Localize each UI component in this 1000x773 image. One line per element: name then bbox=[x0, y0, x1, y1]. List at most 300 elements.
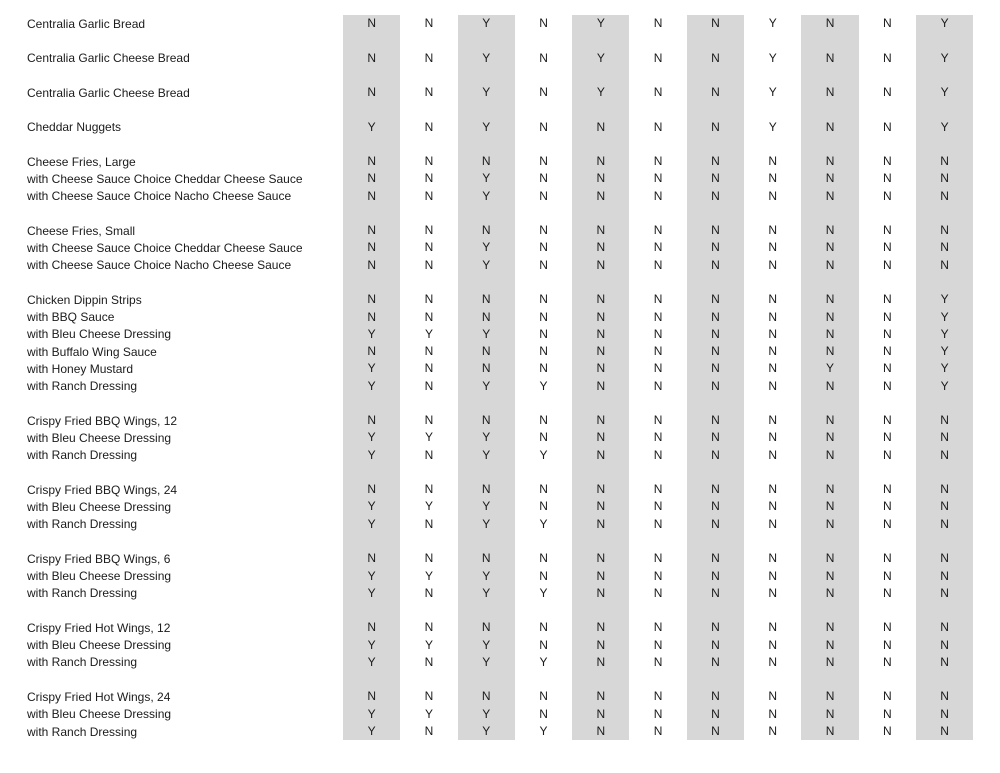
value-cell bbox=[400, 464, 457, 481]
value-cell-shaded: N bbox=[687, 360, 744, 377]
value-cell: N bbox=[653, 119, 663, 134]
table-row bbox=[0, 15, 1000, 32]
value-cell-shaded bbox=[916, 464, 973, 481]
spacer-row bbox=[0, 395, 1000, 412]
value-cell-shaded bbox=[343, 101, 400, 118]
value-cell: N bbox=[653, 361, 663, 376]
value-cell-shaded: N bbox=[343, 291, 400, 308]
item-label: with Cheese Sauce Choice Nacho Cheese Sauce bbox=[27, 258, 292, 273]
value-cell-shaded: N bbox=[343, 239, 400, 256]
value-cell-shaded bbox=[916, 101, 973, 118]
value-cell-shaded: N bbox=[572, 568, 629, 585]
value-cell-shaded bbox=[458, 464, 515, 481]
value-cell: N bbox=[653, 447, 663, 462]
spacer-row bbox=[0, 136, 1000, 153]
value-cell bbox=[629, 205, 686, 222]
value-cell: N bbox=[539, 706, 548, 721]
value-cell-shaded: Y bbox=[916, 119, 973, 136]
item-label: Crispy Fried BBQ Wings, 6 bbox=[27, 551, 171, 566]
table-row bbox=[0, 654, 1000, 671]
value-cell-shaded bbox=[916, 533, 973, 550]
value-cell-shaded: N bbox=[458, 291, 515, 308]
value-cell: N bbox=[882, 154, 892, 169]
value-cell-shaded: N bbox=[801, 309, 858, 326]
value-cell-shaded: N bbox=[572, 429, 629, 446]
value-cell: N bbox=[424, 240, 434, 255]
value-cell-shaded: Y bbox=[458, 585, 515, 602]
value-cell-shaded: N bbox=[458, 619, 515, 636]
value-cell: N bbox=[882, 16, 892, 30]
value-cell-shaded: N bbox=[801, 706, 858, 723]
value-cell bbox=[859, 205, 916, 222]
value-cell: N bbox=[882, 706, 892, 721]
value-cell-shaded: N bbox=[801, 153, 858, 170]
value-cell-shaded: N bbox=[801, 429, 858, 446]
value-cell: N bbox=[768, 292, 778, 307]
value-cell-shaded: N bbox=[572, 516, 629, 533]
value-cell bbox=[859, 67, 916, 84]
value-cell: N bbox=[882, 723, 892, 738]
table-row bbox=[0, 550, 1000, 567]
table-row bbox=[0, 516, 1000, 533]
item-label: with Bleu Cheese Dressing bbox=[27, 707, 172, 722]
value-cell-shaded: N bbox=[572, 706, 629, 723]
value-cell: N bbox=[539, 637, 548, 652]
value-cell-shaded: Y bbox=[458, 15, 515, 32]
value-cell-shaded bbox=[343, 671, 400, 688]
value-cell-shaded bbox=[916, 395, 973, 412]
value-cell: N bbox=[882, 482, 892, 497]
value-cell-shaded bbox=[343, 602, 400, 619]
value-cell bbox=[400, 136, 457, 153]
value-cell bbox=[629, 136, 686, 153]
value-cell-shaded bbox=[801, 395, 858, 412]
value-cell-shaded: N bbox=[343, 153, 400, 170]
value-cell-shaded: N bbox=[343, 481, 400, 498]
value-cell-shaded bbox=[687, 32, 744, 49]
value-cell: N bbox=[653, 16, 663, 30]
value-cell-shaded bbox=[458, 136, 515, 153]
value-cell-shaded: N bbox=[916, 619, 973, 636]
value-cell: Y bbox=[768, 119, 777, 134]
value-cell bbox=[629, 274, 686, 291]
value-cell-shaded bbox=[687, 101, 744, 118]
value-cell-shaded: N bbox=[572, 619, 629, 636]
value-cell bbox=[744, 395, 801, 412]
item-label: with Cheese Sauce Choice Cheddar Cheese Sauce bbox=[27, 241, 303, 256]
value-cell: N bbox=[424, 16, 434, 30]
value-cell-shaded: Y bbox=[916, 360, 973, 377]
value-cell-shaded: N bbox=[458, 360, 515, 377]
value-cell-shaded: N bbox=[801, 568, 858, 585]
table-row bbox=[0, 326, 1000, 343]
value-cell-shaded: N bbox=[687, 15, 744, 32]
value-cell-shaded bbox=[458, 395, 515, 412]
table-row bbox=[0, 568, 1000, 585]
value-cell bbox=[400, 395, 457, 412]
value-cell-shaded bbox=[687, 395, 744, 412]
value-cell-shaded bbox=[343, 205, 400, 222]
value-cell: N bbox=[424, 361, 434, 376]
value-cell: N bbox=[768, 223, 778, 238]
value-cell: N bbox=[424, 257, 434, 272]
value-cell bbox=[400, 671, 457, 688]
value-cell bbox=[744, 67, 801, 84]
value-cell: N bbox=[768, 240, 778, 255]
value-cell-shaded bbox=[343, 395, 400, 412]
value-cell-shaded: Y bbox=[343, 723, 400, 740]
value-cell bbox=[515, 671, 572, 688]
value-cell: N bbox=[539, 188, 548, 203]
value-cell: N bbox=[882, 292, 892, 307]
value-cell-shaded: N bbox=[916, 170, 973, 187]
value-cell: N bbox=[768, 568, 778, 583]
value-cell-shaded: N bbox=[572, 688, 629, 705]
value-cell-shaded: N bbox=[572, 239, 629, 256]
value-cell-shaded: N bbox=[458, 412, 515, 429]
value-cell-shaded bbox=[687, 67, 744, 84]
value-cell bbox=[515, 274, 572, 291]
value-cell-shaded: N bbox=[916, 550, 973, 567]
value-cell-shaded: N bbox=[687, 568, 744, 585]
item-label: with Bleu Cheese Dressing bbox=[27, 638, 172, 653]
table-row bbox=[0, 343, 1000, 360]
value-cell bbox=[515, 533, 572, 550]
table-row bbox=[0, 222, 1000, 239]
value-cell-shaded bbox=[458, 533, 515, 550]
value-cell-shaded: Y bbox=[572, 50, 629, 67]
value-cell-shaded: Y bbox=[572, 84, 629, 101]
value-cell-shaded: N bbox=[801, 222, 858, 239]
value-cell: N bbox=[539, 223, 548, 238]
value-cell: N bbox=[424, 551, 434, 566]
value-cell bbox=[400, 205, 457, 222]
value-cell: N bbox=[653, 568, 663, 583]
value-cell-shaded: Y bbox=[458, 447, 515, 464]
item-label: with Honey Mustard bbox=[27, 361, 134, 376]
item-label: with Cheese Sauce Choice Nacho Cheese Sauce bbox=[27, 189, 292, 204]
value-cell: N bbox=[882, 620, 892, 635]
value-cell-shaded: N bbox=[916, 447, 973, 464]
value-cell-shaded bbox=[572, 274, 629, 291]
value-cell-shaded bbox=[343, 464, 400, 481]
value-cell: N bbox=[768, 689, 778, 704]
value-cell: N bbox=[653, 50, 663, 65]
value-cell-shaded: N bbox=[572, 153, 629, 170]
value-cell-shaded: N bbox=[801, 326, 858, 343]
value-cell: N bbox=[653, 430, 663, 445]
value-cell: N bbox=[539, 430, 548, 445]
value-cell-shaded: N bbox=[572, 550, 629, 567]
value-cell-shaded: Y bbox=[458, 498, 515, 515]
value-cell-shaded: N bbox=[572, 309, 629, 326]
value-cell-shaded: N bbox=[687, 84, 744, 101]
value-cell-shaded: Y bbox=[343, 378, 400, 395]
value-cell-shaded: N bbox=[801, 50, 858, 67]
spacer-row bbox=[0, 464, 1000, 481]
value-cell-shaded: N bbox=[572, 585, 629, 602]
value-cell: N bbox=[653, 171, 663, 186]
value-cell bbox=[744, 533, 801, 550]
value-cell-shaded: Y bbox=[916, 15, 973, 32]
value-cell: N bbox=[653, 723, 663, 738]
value-cell-shaded: Y bbox=[458, 119, 515, 136]
value-cell bbox=[629, 533, 686, 550]
value-cell-shaded bbox=[687, 274, 744, 291]
value-cell: N bbox=[539, 361, 548, 376]
value-cell: N bbox=[653, 706, 663, 721]
value-cell-shaded: Y bbox=[343, 516, 400, 533]
table-row bbox=[0, 50, 1000, 67]
value-cell-shaded: N bbox=[916, 585, 973, 602]
value-cell-shaded bbox=[572, 671, 629, 688]
spacer-row bbox=[0, 32, 1000, 49]
value-cell-shaded bbox=[458, 602, 515, 619]
value-cell-shaded bbox=[916, 274, 973, 291]
value-cell: Y bbox=[768, 85, 777, 100]
value-cell: N bbox=[653, 689, 663, 704]
value-cell-shaded: N bbox=[801, 585, 858, 602]
value-cell: N bbox=[768, 326, 778, 341]
value-cell-shaded: Y bbox=[458, 706, 515, 723]
item-label: with Ranch Dressing bbox=[27, 448, 138, 463]
value-cell: N bbox=[768, 154, 778, 169]
value-cell: Y bbox=[539, 447, 548, 462]
value-cell-shaded bbox=[572, 136, 629, 153]
value-cell: N bbox=[653, 240, 663, 255]
value-cell-shaded: Y bbox=[343, 654, 400, 671]
item-label: with Ranch Dressing bbox=[27, 655, 138, 670]
value-cell-shaded: Y bbox=[916, 309, 973, 326]
value-cell bbox=[859, 395, 916, 412]
value-cell-shaded: N bbox=[916, 706, 973, 723]
value-cell-shaded: N bbox=[801, 723, 858, 740]
value-cell-shaded bbox=[801, 101, 858, 118]
table-row bbox=[0, 723, 1000, 740]
value-cell-shaded bbox=[801, 205, 858, 222]
value-cell-shaded: Y bbox=[343, 447, 400, 464]
value-cell-shaded: Y bbox=[458, 723, 515, 740]
value-cell: N bbox=[539, 689, 548, 704]
value-cell bbox=[629, 671, 686, 688]
value-cell-shaded: N bbox=[687, 706, 744, 723]
value-cell bbox=[400, 602, 457, 619]
value-cell: Y bbox=[424, 499, 433, 514]
value-cell-shaded bbox=[343, 67, 400, 84]
value-cell: N bbox=[424, 223, 434, 238]
value-cell-shaded: N bbox=[801, 15, 858, 32]
value-cell: N bbox=[653, 292, 663, 307]
value-cell: N bbox=[424, 85, 434, 100]
value-cell: N bbox=[882, 326, 892, 341]
value-cell: N bbox=[653, 154, 663, 169]
value-cell bbox=[629, 32, 686, 49]
table-row bbox=[0, 170, 1000, 187]
item-label: with Ranch Dressing bbox=[27, 724, 138, 739]
value-cell: Y bbox=[768, 16, 777, 30]
value-cell-shaded: N bbox=[801, 516, 858, 533]
value-cell-shaded: N bbox=[572, 637, 629, 654]
value-cell-shaded bbox=[687, 136, 744, 153]
value-cell: N bbox=[539, 119, 548, 134]
value-cell-shaded: N bbox=[801, 498, 858, 515]
value-cell bbox=[515, 32, 572, 49]
value-cell-shaded: N bbox=[458, 309, 515, 326]
value-cell: N bbox=[424, 482, 434, 497]
value-cell-shaded: N bbox=[687, 50, 744, 67]
value-cell: N bbox=[768, 706, 778, 721]
value-cell: N bbox=[653, 551, 663, 566]
value-cell-shaded: N bbox=[343, 688, 400, 705]
value-cell: N bbox=[768, 430, 778, 445]
value-cell-shaded: Y bbox=[916, 291, 973, 308]
value-cell-shaded: Y bbox=[343, 585, 400, 602]
value-cell-shaded: N bbox=[687, 481, 744, 498]
value-cell-shaded: N bbox=[687, 619, 744, 636]
value-cell-shaded: N bbox=[343, 84, 400, 101]
value-cell-shaded: N bbox=[343, 257, 400, 274]
value-cell: Y bbox=[424, 637, 433, 652]
value-cell-shaded: N bbox=[801, 188, 858, 205]
value-cell: Y bbox=[424, 430, 433, 445]
value-cell: N bbox=[882, 223, 892, 238]
value-cell-shaded: N bbox=[916, 257, 973, 274]
value-cell-shaded: Y bbox=[458, 429, 515, 446]
value-cell: N bbox=[882, 568, 892, 583]
value-cell-shaded: N bbox=[916, 688, 973, 705]
value-cell: Y bbox=[539, 654, 548, 669]
value-cell-shaded: N bbox=[916, 481, 973, 498]
value-cell-shaded bbox=[572, 464, 629, 481]
spacer-row bbox=[0, 533, 1000, 550]
value-cell-shaded: Y bbox=[458, 378, 515, 395]
value-cell-shaded: Y bbox=[343, 706, 400, 723]
value-cell: N bbox=[768, 723, 778, 738]
value-cell bbox=[744, 602, 801, 619]
value-cell-shaded: N bbox=[572, 119, 629, 136]
item-label: with Bleu Cheese Dressing bbox=[27, 500, 172, 515]
value-cell: N bbox=[653, 188, 663, 203]
value-cell-shaded: N bbox=[801, 343, 858, 360]
value-cell bbox=[859, 136, 916, 153]
value-cell: N bbox=[539, 620, 548, 635]
table-row bbox=[0, 84, 1000, 101]
value-cell-shaded: N bbox=[801, 688, 858, 705]
value-cell bbox=[629, 464, 686, 481]
value-cell-shaded: N bbox=[687, 239, 744, 256]
value-cell-shaded: N bbox=[916, 222, 973, 239]
value-cell-shaded bbox=[916, 602, 973, 619]
value-cell: Y bbox=[768, 50, 777, 65]
item-label: Crispy Fried BBQ Wings, 24 bbox=[27, 482, 178, 497]
value-cell-shaded: Y bbox=[916, 326, 973, 343]
value-cell: N bbox=[882, 257, 892, 272]
value-cell: N bbox=[653, 516, 663, 531]
value-cell: N bbox=[882, 551, 892, 566]
value-cell-shaded: N bbox=[801, 239, 858, 256]
value-cell-shaded bbox=[687, 533, 744, 550]
value-cell: Y bbox=[424, 326, 433, 341]
value-cell: N bbox=[768, 516, 778, 531]
value-cell: N bbox=[768, 637, 778, 652]
value-cell-shaded: Y bbox=[458, 257, 515, 274]
value-cell-shaded: N bbox=[572, 222, 629, 239]
value-cell-shaded: N bbox=[687, 688, 744, 705]
value-cell-shaded bbox=[687, 464, 744, 481]
value-cell-shaded: N bbox=[687, 170, 744, 187]
value-cell: N bbox=[539, 154, 548, 169]
value-cell-shaded: N bbox=[916, 568, 973, 585]
value-cell-shaded: N bbox=[343, 50, 400, 67]
table-row bbox=[0, 360, 1000, 377]
value-cell-shaded: N bbox=[801, 257, 858, 274]
value-cell-shaded: N bbox=[916, 429, 973, 446]
item-label: with Bleu Cheese Dressing bbox=[27, 431, 172, 446]
value-cell: N bbox=[882, 171, 892, 186]
value-cell-shaded bbox=[572, 67, 629, 84]
spacer-row bbox=[0, 602, 1000, 619]
value-cell: N bbox=[424, 154, 434, 169]
value-cell: N bbox=[882, 499, 892, 514]
value-cell-shaded: N bbox=[572, 654, 629, 671]
value-cell: N bbox=[653, 637, 663, 652]
value-cell bbox=[515, 464, 572, 481]
value-cell: N bbox=[424, 723, 434, 738]
value-cell-shaded bbox=[458, 67, 515, 84]
value-cell: N bbox=[424, 119, 434, 134]
value-cell: N bbox=[882, 447, 892, 462]
value-cell: N bbox=[653, 499, 663, 514]
value-cell-shaded bbox=[458, 101, 515, 118]
value-cell bbox=[744, 205, 801, 222]
table-row bbox=[0, 239, 1000, 256]
value-cell: Y bbox=[539, 585, 548, 600]
value-cell-shaded: N bbox=[458, 481, 515, 498]
value-cell: N bbox=[539, 326, 548, 341]
value-cell bbox=[859, 464, 916, 481]
value-cell-shaded: N bbox=[572, 481, 629, 498]
value-cell: N bbox=[424, 188, 434, 203]
value-cell: N bbox=[539, 344, 548, 359]
value-cell-shaded: N bbox=[343, 170, 400, 187]
value-cell-shaded: Y bbox=[572, 15, 629, 32]
value-cell: N bbox=[424, 50, 434, 65]
item-label: Crispy Fried Hot Wings, 24 bbox=[27, 690, 171, 704]
value-cell: N bbox=[768, 447, 778, 462]
value-cell-shaded: N bbox=[687, 153, 744, 170]
value-cell-shaded bbox=[801, 533, 858, 550]
value-cell: N bbox=[653, 309, 663, 324]
value-cell: N bbox=[539, 240, 548, 255]
item-label: Cheddar Nuggets bbox=[27, 120, 122, 135]
value-cell: Y bbox=[539, 723, 548, 738]
value-cell-shaded: N bbox=[572, 447, 629, 464]
value-cell-shaded: Y bbox=[343, 360, 400, 377]
value-cell-shaded: Y bbox=[916, 84, 973, 101]
value-cell bbox=[629, 395, 686, 412]
item-label: Centralia Garlic Cheese Bread bbox=[27, 51, 190, 66]
value-cell-shaded: N bbox=[916, 654, 973, 671]
value-cell-shaded: Y bbox=[458, 239, 515, 256]
value-cell-shaded: N bbox=[801, 378, 858, 395]
value-cell-shaded bbox=[343, 136, 400, 153]
value-cell: N bbox=[424, 620, 434, 635]
item-label: with Bleu Cheese Dressing bbox=[27, 327, 172, 342]
value-cell-shaded: Y bbox=[458, 84, 515, 101]
value-cell-shaded: N bbox=[572, 360, 629, 377]
item-label: Centralia Garlic Cheese Bread bbox=[27, 85, 190, 100]
value-cell-shaded: N bbox=[801, 119, 858, 136]
